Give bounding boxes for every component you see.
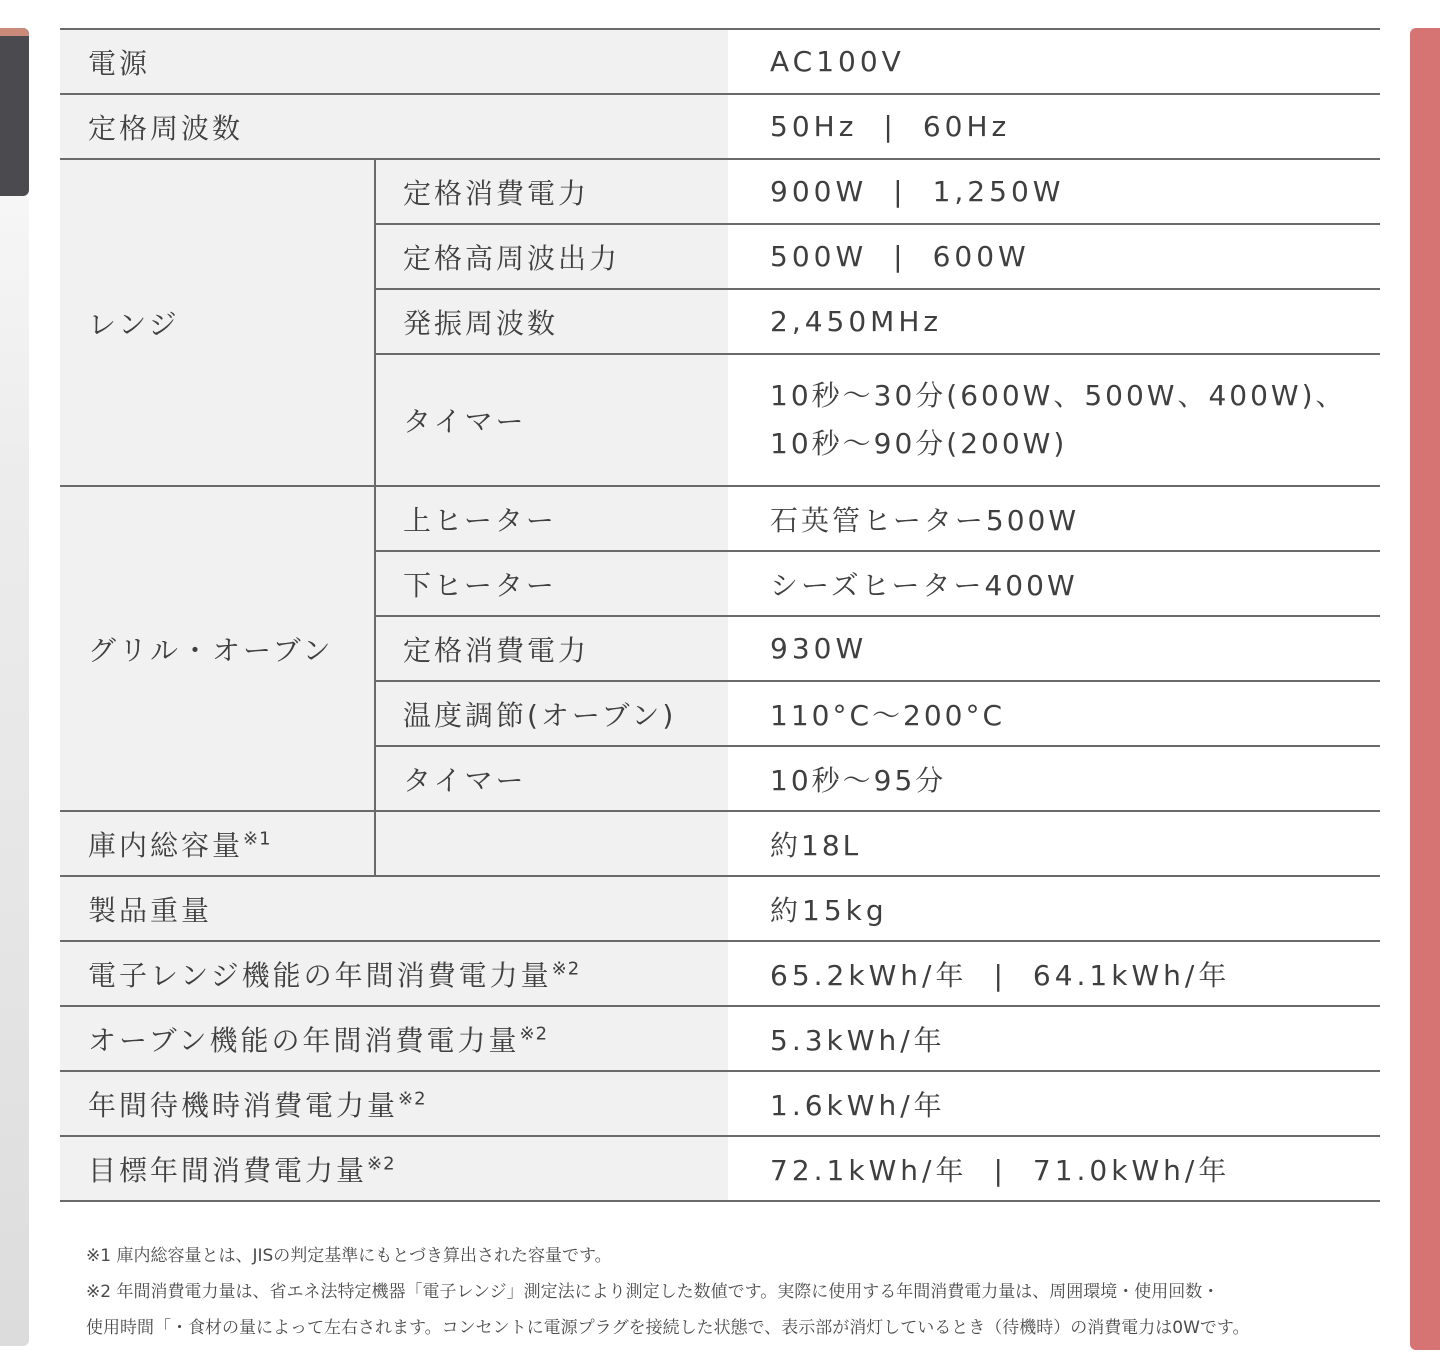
value-60hz: 71.0kWh/年 <box>1032 1153 1231 1187</box>
footnote-ref: ※2 <box>551 958 581 980</box>
group-label-grill-oven: グリル・オーブン <box>60 486 375 811</box>
row-label-grill-lower: 下ヒーター <box>375 551 728 616</box>
row-label-range-oscillation: 発振周波数 <box>375 289 728 354</box>
table-row-weight <box>60 876 1380 941</box>
value-separator: | <box>893 240 907 273</box>
row-value-grill-timer: 10秒〜95分 <box>728 746 1380 811</box>
value-50hz: 900W <box>770 175 868 208</box>
footnote-1: ※1 庫内総容量とは、JISの判定基準にもとづき算出された容量です。 <box>86 1246 612 1266</box>
table-row-target-annual <box>60 1136 1380 1201</box>
row-value-grill-consumption: 930W <box>728 616 1380 681</box>
value-50hz: 65.2kWh/年 <box>770 958 968 992</box>
row-value-range-consumption <box>728 159 1380 224</box>
oven-annual-label: オーブン機能の年間消費電力量 <box>88 1023 520 1057</box>
row-value-grill-upper: 石英管ヒーター500W <box>728 486 1380 551</box>
value-60hz: 1,250W <box>932 175 1065 208</box>
range-annual-label: 電子レンジ機能の年間消費電力量 <box>88 958 552 992</box>
footnote-2-line-1: ※2 年間消費電力量は、省エネ法特定機器「電子レンジ」測定法により測定した数値です。実際に使用する年間消費電力量は、周囲環境・使用回数・ <box>86 1282 1220 1302</box>
right-accent-edge-panel <box>1410 28 1440 1350</box>
table-row-frequency <box>60 94 1380 159</box>
footnote-ref: ※2 <box>398 1088 427 1110</box>
row-label-oven-annual <box>60 1006 728 1071</box>
table-row-capacity <box>60 811 1380 876</box>
value-60hz: 600W <box>932 240 1030 273</box>
table-row-grill-upper <box>60 486 1380 551</box>
row-value-standby-annual: 1.6kWh/年 <box>728 1071 1380 1136</box>
value-separator: | <box>883 110 897 143</box>
row-value-grill-temp: 110°C〜200°C <box>728 681 1380 746</box>
row-value-range-annual <box>728 941 1380 1006</box>
row-value-frequency <box>728 94 1380 159</box>
value-60hz: 60Hz <box>922 110 1011 143</box>
row-label-grill-consumption: 定格消費電力 <box>375 616 728 681</box>
row-label-power: 電源 <box>60 29 728 94</box>
footnote-ref: ※2 <box>367 1153 396 1175</box>
value-separator: | <box>993 1153 1007 1187</box>
table-row-power <box>60 29 1380 94</box>
row-label-weight: 製品重量 <box>60 876 728 941</box>
left-accent-strip <box>0 28 29 36</box>
row-value-power: AC100V <box>728 29 1380 94</box>
left-light-edge-panel <box>0 196 29 1346</box>
table-row-range-annual <box>60 941 1380 1006</box>
group-label-range: レンジ <box>60 159 375 486</box>
row-label-range-output: 定格高周波出力 <box>375 224 728 289</box>
row-label-range-consumption: 定格消費電力 <box>375 159 728 224</box>
table-row-oven-annual <box>60 1006 1380 1071</box>
value-separator: | <box>993 958 1007 992</box>
left-dark-edge-panel <box>0 28 29 196</box>
row-value-oven-annual: 5.3kWh/年 <box>728 1006 1380 1071</box>
row-label-grill-upper: 上ヒーター <box>375 486 728 551</box>
value-60hz: 64.1kWh/年 <box>1032 958 1231 992</box>
row-value-weight: 約15kg <box>728 876 1380 941</box>
capacity-label: 庫内総容量 <box>88 828 244 862</box>
row-label-target-annual <box>60 1136 728 1201</box>
row-label-grill-timer: タイマー <box>375 746 728 811</box>
target-annual-label: 目標年間消費電力量 <box>88 1153 368 1187</box>
value-50hz: 500W <box>770 240 868 273</box>
empty-cell <box>375 811 728 876</box>
table-row-standby-annual <box>60 1071 1380 1136</box>
value-separator: | <box>893 175 907 208</box>
footnote-2-line-2: 使用時間「・食材の量によって左右されます。コンセントに電源プラグを接続した状態で、表示部が消灯しているとき（待機時）の消費電力は0Wです。 <box>86 1318 1250 1338</box>
footnote-ref: ※2 <box>519 1023 549 1045</box>
row-label-range-timer: タイマー <box>375 354 728 486</box>
footnote-ref: ※1 <box>243 828 272 850</box>
row-value-range-timer <box>728 354 1380 486</box>
timer-line-1: 10秒〜30分(600W、500W、400W)、 <box>770 379 1347 412</box>
row-value-grill-lower: シーズヒーター400W <box>728 551 1380 616</box>
row-value-capacity: 約18L <box>728 811 1380 876</box>
row-label-standby-annual <box>60 1071 728 1136</box>
value-50hz: 50Hz <box>770 110 858 143</box>
row-value-range-output <box>728 224 1380 289</box>
table-row-range-consumption <box>60 159 1380 224</box>
spec-table <box>60 28 1380 1202</box>
value-50hz: 72.1kWh/年 <box>770 1153 968 1187</box>
row-value-target-annual <box>728 1136 1380 1201</box>
standby-annual-label: 年間待機時消費電力量 <box>88 1088 399 1122</box>
row-value-range-oscillation: 2,450MHz <box>728 289 1380 354</box>
footnotes <box>86 1238 1376 1346</box>
row-label-grill-temp: 温度調節(オーブン) <box>375 681 728 746</box>
row-label-range-annual <box>60 941 728 1006</box>
timer-line-2: 10秒〜90分(200W) <box>770 427 1068 460</box>
row-label-frequency: 定格周波数 <box>60 94 728 159</box>
row-label-capacity <box>60 811 375 876</box>
